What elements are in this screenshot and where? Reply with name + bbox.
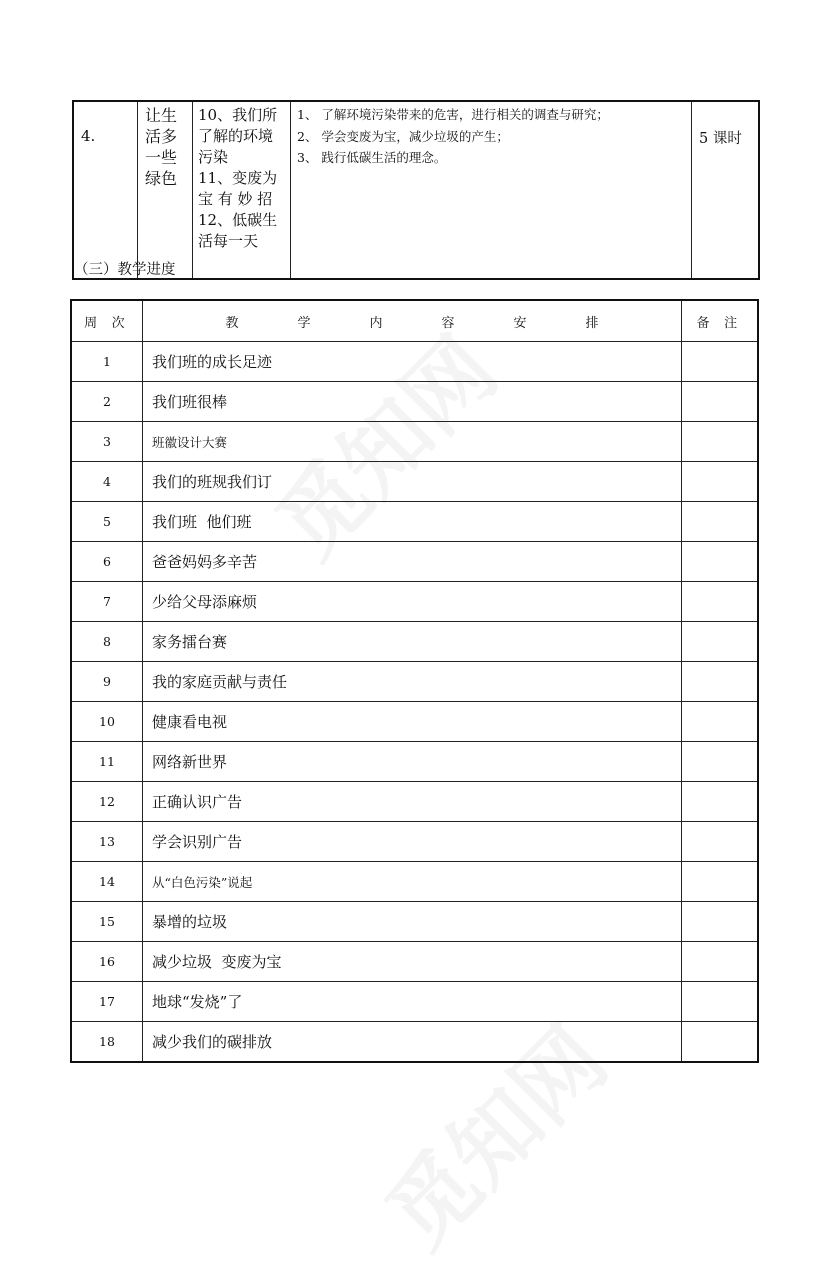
week-number: 2 — [71, 382, 143, 422]
schedule-row — [71, 822, 758, 862]
schedule-row — [71, 662, 758, 702]
header-char: 安 — [513, 315, 527, 331]
unit-goals — [291, 101, 692, 279]
header-char: 教 — [225, 315, 239, 331]
lesson-line: 宝 有 妙 招 — [198, 190, 273, 208]
schedule-row — [71, 862, 758, 902]
goal-line: 2、 学会变废为宝，减少垃圾的产生； — [297, 128, 509, 144]
schedule-row — [71, 462, 758, 502]
lesson-content: 地球“发烧”了 — [143, 982, 682, 1022]
schedule-row — [71, 942, 758, 982]
lesson-content: 学会识别广告 — [143, 822, 682, 862]
week-number: 5 — [71, 502, 143, 542]
lesson-line: 污染 — [198, 148, 229, 166]
week-number: 4 — [71, 462, 143, 502]
unit-hours: 5 课时 — [692, 101, 760, 279]
note-cell — [682, 622, 759, 662]
theme-line: 活多 — [145, 127, 178, 146]
unit-row — [73, 101, 759, 279]
week-number: 7 — [71, 582, 143, 622]
header-char: 排 — [585, 315, 599, 331]
schedule-row — [71, 902, 758, 942]
lesson-content: 正确认识广告 — [143, 782, 682, 822]
schedule-body — [71, 342, 758, 1063]
note-cell — [682, 462, 759, 502]
week-number: 11 — [71, 742, 143, 782]
lesson-content: 从“白色污染”说起 — [143, 862, 682, 902]
lesson-content: 我的家庭贡献与责任 — [143, 662, 682, 702]
note-cell — [682, 982, 759, 1022]
schedule-row — [71, 1022, 758, 1063]
lesson-content: 健康看电视 — [143, 702, 682, 742]
teaching-schedule-table — [70, 299, 759, 1063]
note-cell — [682, 782, 759, 822]
lesson-content: 暴增的垃圾 — [143, 902, 682, 942]
note-cell — [682, 382, 759, 422]
week-number: 17 — [71, 982, 143, 1022]
lesson-content: 我们的班规我们订 — [143, 462, 682, 502]
goal-line: 3、 践行低碳生活的理念。 — [297, 150, 447, 165]
schedule-row — [71, 382, 758, 422]
week-number: 16 — [71, 942, 143, 982]
unit-number: 4. — [73, 101, 138, 279]
week-number: 9 — [71, 662, 143, 702]
header-char: 学 — [297, 315, 311, 331]
schedule-row — [71, 702, 758, 742]
note-cell — [682, 662, 759, 702]
lesson-line: 12、低碳生 — [198, 211, 278, 229]
lesson-content: 家务擂台赛 — [143, 622, 682, 662]
lesson-content: 减少我们的碳排放 — [143, 1022, 682, 1063]
note-cell — [682, 822, 759, 862]
schedule-row — [71, 582, 758, 622]
schedule-row — [71, 342, 758, 382]
week-number: 10 — [71, 702, 143, 742]
schedule-row — [71, 982, 758, 1022]
week-number: 15 — [71, 902, 143, 942]
week-number: 6 — [71, 542, 143, 582]
header-note: 备 注 — [682, 300, 759, 342]
lesson-line: 了解的环境 — [198, 127, 274, 145]
note-cell — [682, 702, 759, 742]
header-char: 容 — [441, 315, 455, 331]
curriculum-unit-table — [72, 100, 760, 280]
note-cell — [682, 862, 759, 902]
week-number: 12 — [71, 782, 143, 822]
lesson-content: 我们班的成长足迹 — [143, 342, 682, 382]
week-number: 8 — [71, 622, 143, 662]
lesson-content: 班徽设计大赛 — [143, 422, 682, 462]
note-cell — [682, 582, 759, 622]
note-cell — [682, 902, 759, 942]
header-char: 内 — [369, 315, 383, 331]
theme-line: 让生 — [145, 106, 178, 125]
goal-line: 1、 了解环境污染带来的危害，进行相关的调查与研究； — [297, 107, 609, 122]
note-cell — [682, 342, 759, 382]
note-cell — [682, 422, 759, 462]
unit-theme — [138, 101, 193, 279]
note-cell — [682, 502, 759, 542]
schedule-row — [71, 782, 758, 822]
note-cell — [682, 1022, 759, 1063]
theme-line: 一些 — [145, 148, 178, 167]
week-number: 18 — [71, 1022, 143, 1063]
schedule-row — [71, 502, 758, 542]
schedule-row — [71, 742, 758, 782]
section-title: （三）教学进度 — [74, 262, 176, 278]
header-content — [143, 300, 682, 342]
theme-line: 绿色 — [145, 169, 178, 188]
unit-lessons — [193, 101, 291, 279]
week-number: 1 — [71, 342, 143, 382]
week-number: 3 — [71, 422, 143, 462]
note-cell — [682, 542, 759, 582]
schedule-row — [71, 542, 758, 582]
week-number: 14 — [71, 862, 143, 902]
lesson-content: 我们班很棒 — [143, 382, 682, 422]
schedule-row — [71, 622, 758, 662]
lesson-content: 减少垃圾 变废为宝 — [143, 942, 682, 982]
lesson-content: 少给父母添麻烦 — [143, 582, 682, 622]
lesson-content: 我们班 他们班 — [143, 502, 682, 542]
schedule-header-row — [71, 300, 758, 342]
lesson-line: 活每一天 — [198, 232, 259, 250]
lesson-content: 网络新世界 — [143, 742, 682, 782]
header-week: 周 次 — [71, 300, 143, 342]
lesson-line: 10、我们所 — [198, 106, 278, 124]
lesson-content: 爸爸妈妈多辛苦 — [143, 542, 682, 582]
note-cell — [682, 742, 759, 782]
week-number: 13 — [71, 822, 143, 862]
lesson-line: 11、变废为 — [198, 169, 278, 187]
note-cell — [682, 942, 759, 982]
schedule-row — [71, 422, 758, 462]
